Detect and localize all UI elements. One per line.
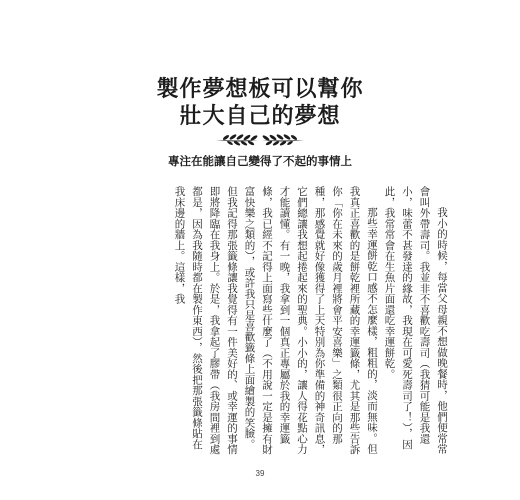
chapter-title-line-1: 製作夢想板可以幫你 [156,76,364,102]
body-text [130,186,450,456]
chapter-title [110,76,410,130]
laurel-ornament-icon [214,130,306,148]
page-number: 39 [255,469,265,478]
paragraph: 我小的時候，每當父母親不想做晚餐時，他們便常常會叫外帶壽司。我並非不喜歡吃壽司（我猜可能是我還小，味蕾不甚發達的緣故，我現在可愛死壽司了！），因此，我常常會在生魚片面還吃幸運餅乾。 [383,186,448,455]
chapter-title-line-2: 壯大自己的夢想 [179,103,341,129]
paragraph: 那些幸運餅乾口感不怎麼樣，粗粗的，淡而無味。但我真正喜歡的是餅乾裡所藏的幸運籤條，尤其是那些告訴你「你在未來的歲月裡將會平安喜樂」之類很正向的那種，那感覺就好像獲得了上天特別為你準備的神奇訊息，它們總讓我想起捲起來的聖典。小小的，讓人得花點心力才能讀懂。有一晚，我拿到一個真正專屬於我的幸運籤條，我已經不記得上面寫些什麼了（不用說一定是擁有財富快樂之類的），或許我只是喜歡籤條上面繪製的笑臉。但我記得那張籤條讓我覺得有一件美好的、或幸運的事情即將降臨在我身上。於是，我拿起了膠帶（我房間裡到處都是，因為我隨時都在製作東西），然後把那張籤條貼在我床邊的牆上。這樣，我 [173,186,378,455]
chapter-subtitle: 專注在能讓自己變得了不起的事情上 [168,154,352,168]
